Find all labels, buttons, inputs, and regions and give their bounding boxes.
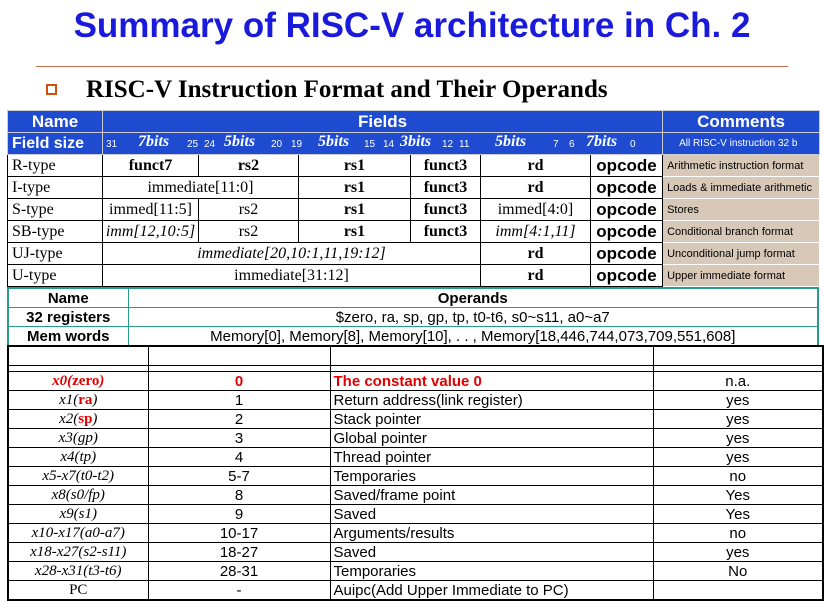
header-name: Name <box>8 111 103 133</box>
register-preserved <box>653 581 823 601</box>
register-number: 8 <box>148 486 330 505</box>
register-row <box>8 524 823 543</box>
field-opcode: opcode <box>591 155 663 177</box>
format-name: U-type <box>8 265 103 287</box>
register-row <box>8 543 823 562</box>
register-number: 9 <box>148 505 330 524</box>
register-name-prefix: PC <box>69 581 88 598</box>
register-number: 18-27 <box>148 543 330 562</box>
register-name-prefix: x10-x17(a0-a7) <box>31 524 125 541</box>
register-alias-highlight: ra <box>78 391 93 408</box>
register-usage: Arguments/results <box>330 524 653 543</box>
section-subtitle: RISC-V Instruction Format and Their Operands <box>86 76 608 103</box>
register-preserved: yes <box>653 543 823 562</box>
register-row <box>8 391 823 410</box>
operand-value: $zero, ra, sp, gp, tp, t0-t6, s0~s11, a0~a7 <box>128 308 818 327</box>
bit-20: 20 <box>271 139 283 150</box>
register-name-prefix: x4(tp) <box>60 448 97 465</box>
register-number: 10-17 <box>148 524 330 543</box>
format-name: UJ-type <box>8 243 103 265</box>
field-funct3: funct3 <box>411 199 481 221</box>
register-header-preserved <box>653 346 823 366</box>
register-alias-highlight: zero <box>72 372 100 389</box>
register-usage: Auipc(Add Upper Immediate to PC) <box>330 581 653 601</box>
register-row <box>8 581 823 601</box>
register-name-prefix: x3(gp) <box>58 429 98 446</box>
register-preserved: yes <box>653 429 823 448</box>
format-comment: Arithmetic instruction format <box>663 155 820 177</box>
format-name: R-type <box>8 155 103 177</box>
format-comment: Loads & immediate arithmetic <box>663 177 820 199</box>
bit-25: 25 <box>187 139 199 150</box>
format-name: SB-type <box>8 221 103 243</box>
width-opcode: 7bits <box>586 133 618 150</box>
register-number: 0 <box>148 372 330 391</box>
register-name <box>8 391 148 410</box>
format-row-rtype <box>8 155 820 177</box>
field-size-bits <box>103 133 663 155</box>
register-preserved: No <box>653 562 823 581</box>
bit-12: 12 <box>442 139 454 150</box>
register-name-suffix: ) <box>92 410 98 427</box>
bit-6: 6 <box>569 139 575 150</box>
square-bullet-icon <box>46 84 57 95</box>
register-name <box>8 486 148 505</box>
width-funct3: 3bits <box>400 133 432 150</box>
field-immediate: immediate[20,10:1,11,19:12] <box>103 243 481 265</box>
field-funct3: funct3 <box>411 177 481 199</box>
field-rs1: rs1 <box>299 221 411 243</box>
register-table <box>7 345 824 601</box>
width-rs1: 5bits <box>318 133 350 150</box>
register-number: 1 <box>148 391 330 410</box>
register-row <box>8 410 823 429</box>
operands-header-row <box>8 288 818 308</box>
format-comment: Stores <box>663 199 820 221</box>
format-name: S-type <box>8 199 103 221</box>
register-name-prefix: x8(s0/fp) <box>51 486 105 503</box>
operands-row <box>8 308 818 327</box>
register-usage: Temporaries <box>330 562 653 581</box>
register-header-row <box>8 346 823 366</box>
field-rd: rd <box>481 265 591 287</box>
format-row-sbtype <box>8 221 820 243</box>
field-imm-high: imm[12,10:5] <box>103 221 199 243</box>
bit-15: 15 <box>364 139 376 150</box>
register-row <box>8 562 823 581</box>
register-name-prefix: x0( <box>52 372 73 389</box>
field-funct3: funct3 <box>411 155 481 177</box>
operand-name: Mem words <box>8 327 128 347</box>
operands-table <box>7 287 819 347</box>
register-name <box>8 448 148 467</box>
register-usage: Saved <box>330 505 653 524</box>
field-size-label: Field size <box>8 133 103 155</box>
field-opcode: opcode <box>591 243 663 265</box>
bit-31: 31 <box>106 139 118 150</box>
format-row-stype <box>8 199 820 221</box>
register-number: - <box>148 581 330 601</box>
field-rd: rd <box>481 243 591 265</box>
bit-14: 14 <box>383 139 395 150</box>
register-usage: Thread pointer <box>330 448 653 467</box>
register-usage: The constant value 0 <box>330 372 653 391</box>
register-preserved: n.a. <box>653 372 823 391</box>
register-name-prefix: x1( <box>59 391 79 408</box>
title-divider <box>36 66 788 67</box>
operands-header-name: Name <box>8 288 128 308</box>
register-row <box>8 429 823 448</box>
operand-name: 32 registers <box>8 308 128 327</box>
register-header-usage <box>330 346 653 366</box>
field-immediate: immediate[31:12] <box>103 265 481 287</box>
register-name <box>8 410 148 429</box>
width-rd: 5bits <box>495 133 527 150</box>
field-opcode: opcode <box>591 177 663 199</box>
register-name <box>8 429 148 448</box>
field-size-row <box>8 133 820 155</box>
register-row <box>8 467 823 486</box>
instruction-format-table <box>7 110 820 287</box>
field-imm-low: imm[4:1,11] <box>481 221 591 243</box>
bit-19: 19 <box>291 139 303 150</box>
field-rs1: rs1 <box>299 177 411 199</box>
format-row-utype <box>8 265 820 287</box>
format-name: I-type <box>8 177 103 199</box>
register-number: 3 <box>148 429 330 448</box>
page-title: Summary of RISC-V architecture in Ch. 2 <box>73 6 751 45</box>
field-rs2: rs2 <box>199 155 299 177</box>
register-name <box>8 543 148 562</box>
register-name <box>8 562 148 581</box>
field-rs2: rs2 <box>199 221 299 243</box>
field-funct7: funct7 <box>103 155 199 177</box>
bit-7: 7 <box>553 139 559 150</box>
register-preserved: Yes <box>653 505 823 524</box>
register-number: 2 <box>148 410 330 429</box>
bit-11: 11 <box>459 139 470 150</box>
header-comments: Comments <box>663 111 820 133</box>
field-rs1: rs1 <box>299 155 411 177</box>
register-alias-highlight: sp <box>78 410 93 427</box>
register-name-prefix: x2( <box>59 410 79 427</box>
field-opcode: opcode <box>591 221 663 243</box>
bit-0: 0 <box>630 139 636 150</box>
register-usage: Temporaries <box>330 467 653 486</box>
register-name-prefix: x28-x31(t3-t6) <box>34 562 122 579</box>
operands-header-operands: Operands <box>128 288 818 308</box>
register-name-prefix: x9(s1) <box>59 505 97 522</box>
field-funct3: funct3 <box>411 221 481 243</box>
register-preserved: Yes <box>653 486 823 505</box>
field-rs1: rs1 <box>299 199 411 221</box>
field-rd: rd <box>481 155 591 177</box>
register-usage: Saved/frame point <box>330 486 653 505</box>
field-size-comment: All RISC-V instruction 32 b <box>663 133 820 155</box>
register-name-suffix: ) <box>99 372 105 389</box>
register-number: 4 <box>148 448 330 467</box>
field-immediate: immediate[11:0] <box>103 177 299 199</box>
register-name <box>8 372 148 391</box>
field-opcode: opcode <box>591 265 663 287</box>
operand-value: Memory[0], Memory[8], Memory[10], . . , Memory[18,446,744,073,709,551,608] <box>128 327 818 347</box>
format-comment: Conditional branch format <box>663 221 820 243</box>
operands-row <box>8 327 818 347</box>
register-name <box>8 581 148 601</box>
register-preserved: no <box>653 467 823 486</box>
register-preserved: yes <box>653 410 823 429</box>
width-rs2: 5bits <box>224 133 256 150</box>
format-row-itype <box>8 177 820 199</box>
register-usage: Saved <box>330 543 653 562</box>
register-name <box>8 524 148 543</box>
field-rs2: rs2 <box>199 199 299 221</box>
register-preserved: no <box>653 524 823 543</box>
register-preserved: yes <box>653 448 823 467</box>
register-name <box>8 505 148 524</box>
header-fields: Fields <box>103 111 663 133</box>
register-row <box>8 486 823 505</box>
format-row-ujtype <box>8 243 820 265</box>
width-funct7: 7bits <box>138 133 170 150</box>
register-row <box>8 448 823 467</box>
register-name-prefix: x18-x27(s2-s11) <box>30 543 127 560</box>
register-number: 5-7 <box>148 467 330 486</box>
field-immed-low: immed[4:0] <box>481 199 591 221</box>
register-usage: Global pointer <box>330 429 653 448</box>
format-comment: Unconditional jump format <box>663 243 820 265</box>
field-opcode: opcode <box>591 199 663 221</box>
format-comment: Upper immediate format <box>663 265 820 287</box>
format-header-row <box>8 111 820 133</box>
field-immed-high: immed[11:5] <box>103 199 199 221</box>
register-number: 28-31 <box>148 562 330 581</box>
register-name-prefix: x5-x7(t0-t2) <box>42 467 115 484</box>
register-name-suffix: ) <box>92 391 98 408</box>
register-name <box>8 467 148 486</box>
register-row <box>8 372 823 391</box>
bit-24: 24 <box>204 139 216 150</box>
register-usage: Stack pointer <box>330 410 653 429</box>
field-rd: rd <box>481 177 591 199</box>
register-usage: Return address(link register) <box>330 391 653 410</box>
register-row <box>8 505 823 524</box>
register-header-number <box>148 346 330 366</box>
register-preserved: yes <box>653 391 823 410</box>
register-header-name <box>8 346 148 366</box>
